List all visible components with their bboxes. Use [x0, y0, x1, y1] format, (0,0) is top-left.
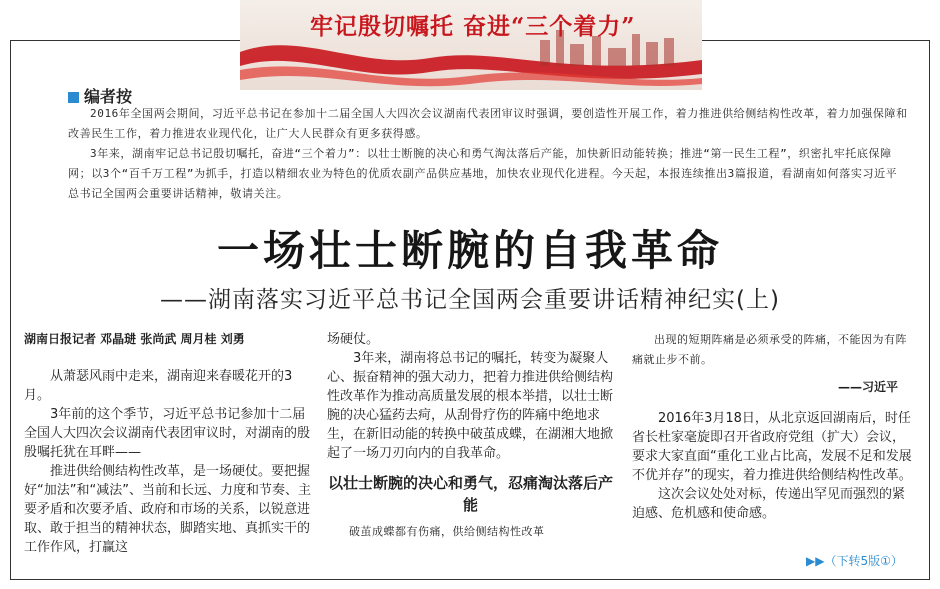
- body-paragraph: 这次会议处处对标，传递出罕见而强烈的紧迫感、危机感和使命感。: [632, 487, 906, 521]
- banner-title: 牢记殷切嘱托 奋进“三个着力”: [310, 13, 636, 40]
- body-paragraph: 推进供给侧结构性改革，是一场硬仗。要把握好“加法”和“减法”、当前和长远、力度和节奏、主要矛盾和次要矛盾、政府和市场的关系，以锐意进取、敢于担当的精神状态，脚踏实地、真抓实干的工作作风，打赢这: [24, 464, 311, 555]
- square-bullet-icon: [68, 92, 79, 103]
- body-paragraph: 3年来，湖南将总书记的嘱托，转变为凝聚人心、振奋精神的强大动力，把着力推进供给侧结构性改革作为推动高质量发展的根本举措，以壮士断腕的决心猛药去疴，从刮骨疗伤的阵痛中绝地求生，在新旧动能的转换中破茧成蝶，在湖湘大地掀起了一场刀刃向内的自我革命。: [327, 351, 614, 461]
- editor-note-heading-text: 编者按: [84, 87, 133, 106]
- article-column-2: [327, 330, 614, 541]
- body-paragraph: 破茧成蝶都有伤痛，供给侧结构性改革: [349, 525, 545, 538]
- article-column-3: [632, 330, 914, 523]
- article-column-1: [24, 330, 316, 557]
- column-banner: [240, 0, 702, 90]
- byline: 湖南日报记者 邓晶琎 张尚武 周月桂 刘勇: [24, 332, 245, 346]
- section-subhead: 以壮士断腕的决心和勇气，忍痛淘汰落后产能: [327, 474, 613, 514]
- body-paragraph: 3年前的这个季节，习近平总书记参加十二届全国人大四次会议湖南代表团审议时，对湖南的殷殷嘱托犹在耳畔——: [24, 407, 311, 460]
- editor-note-paragraph: 3年来，湖南牢记总书记殷切嘱托，奋进“三个着力”：以壮士断腕的决心和勇气淘汰落后产能，加快新旧动能转换；推进“第一民生工程”，织密扎牢托底保障网；以3个“百千万工程”为抓手，打造以精细农业为特色的优质农副产品供应基地，加快农业现代化进程。今天起，本报连续推出3篇报道，看湖南如何落实习近平总书记全国两会重要讲话精神，敬请关注。: [68, 147, 898, 200]
- body-paragraph: 从萧瑟风雨中走来，湖南迎来春暖花开的3月。: [24, 369, 293, 403]
- quote-source: ——习近平: [837, 380, 898, 394]
- continued-on-page-link[interactable]: ▶▶（下转5版①）: [806, 554, 903, 568]
- editor-note-body: [68, 104, 908, 204]
- headline-subtitle: ——湖南落实习近平总书记全国两会重要讲话精神纪实(上): [160, 287, 780, 313]
- body-paragraph: 场硬仗。: [327, 332, 380, 347]
- headline-title: 一场壮士断腕的自我革命: [216, 226, 723, 275]
- editor-note-paragraph: 2016年全国两会期间，习近平总书记在参加十二届全国人大四次会议湖南代表团审议时强调，要创造性开展工作，着力推进供给侧结构性改革，着力加强保障和改善民生工作，着力推进农业现代化，让广大人民群众有更多获得感。: [68, 107, 908, 140]
- body-paragraph: 2016年3月18日，从北京返回湖南后，时任省长杜家毫旋即召开省政府党组（扩大）会议，要求大家直面“重化工业占比高，发展不足和发展不优并存”的现实，着力推进供给侧结构性改革。: [632, 411, 912, 483]
- pull-quote: 出现的短期阵痛是必须承受的阵痛，不能因为有阵痛就止步不前。: [632, 333, 907, 366]
